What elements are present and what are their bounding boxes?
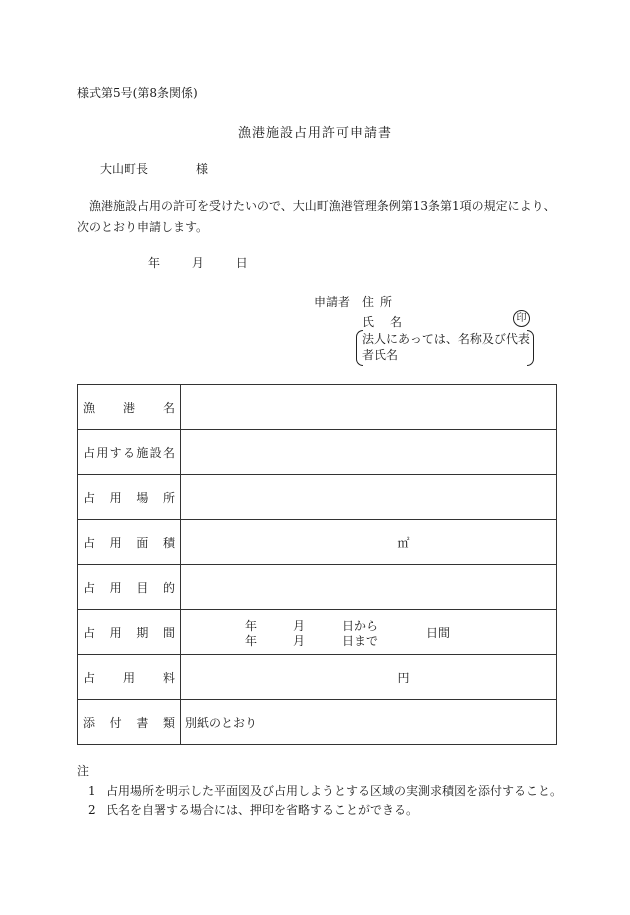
label-char: 所: [162, 490, 175, 505]
date-month: 月: [191, 256, 204, 270]
row-label-attachments: [78, 700, 181, 745]
date-year: 年: [148, 256, 161, 270]
label-char: 付: [109, 715, 122, 730]
label-char: る: [122, 445, 135, 460]
notes-heading: 注: [77, 764, 90, 778]
row-label-text: [83, 669, 175, 686]
corporate-note: [356, 330, 534, 364]
row-label-text: [83, 489, 175, 506]
bracket-right: [527, 330, 534, 366]
note-text: 氏名を自署する場合には、押印を省略することができる。: [106, 803, 419, 817]
label-char: 占: [83, 670, 96, 685]
label-char: 用: [109, 625, 122, 640]
label-char: 期: [136, 625, 149, 640]
period-from-year: 年: [245, 619, 258, 633]
label-char: 名: [162, 400, 175, 415]
table-row: [78, 655, 557, 700]
label-char: 占: [83, 580, 96, 595]
date-day: 日: [235, 256, 248, 270]
period-from-month: 月: [293, 619, 306, 633]
row-label-text: [83, 714, 175, 731]
label-char: 目: [136, 580, 149, 595]
table-row: [78, 430, 557, 475]
applicant-name-label: 氏名: [362, 315, 419, 329]
note-number: 1: [88, 784, 96, 798]
request-statement: 漁港施設占用の許可を受けたいので、大山町漁港管理条例第13条第1項の規定により、次のとおり申請します。: [77, 199, 556, 234]
period-until-month: 月: [293, 634, 306, 648]
label-char: 用: [109, 490, 122, 505]
label-char: 港: [122, 400, 135, 415]
attachments-value: 別紙のとおり: [185, 715, 258, 730]
addressee-honorific: 様: [196, 162, 209, 176]
label-char: 用: [96, 445, 109, 460]
label-char: 類: [162, 715, 175, 730]
table-row: [78, 610, 557, 655]
row-label-fee: [78, 655, 181, 700]
note-item: [88, 782, 562, 799]
row-value-purpose[interactable]: [181, 565, 557, 610]
table-row: [78, 565, 557, 610]
applicant-address-label: 住所: [362, 295, 399, 309]
label-char: 施: [136, 445, 149, 460]
label-char: 漁: [83, 400, 96, 415]
row-value-fishing-port[interactable]: [181, 385, 557, 430]
note-number: 2: [88, 803, 96, 817]
row-label-text: [83, 624, 175, 641]
addressee-name: 大山町長: [100, 162, 149, 176]
row-label-area: [78, 520, 181, 565]
note-text: 占用場所を明示した平面図及び占用しようとする区域の実測求積図を添付すること。: [106, 784, 563, 798]
row-label-text: [83, 399, 175, 416]
period-fields: [181, 610, 556, 654]
label-char: 書: [136, 715, 149, 730]
table-row: [78, 385, 557, 430]
label-char: 面: [136, 535, 149, 550]
applicant-label: 申請者: [314, 295, 351, 309]
note-item: [88, 801, 418, 818]
row-label-text: [83, 444, 175, 461]
row-value-area[interactable]: [181, 520, 557, 565]
area-unit: ㎡: [397, 535, 410, 550]
form-number: 様式第5号(第8条関係): [77, 86, 198, 100]
seal-mark: 印: [513, 310, 530, 327]
label-char: す: [109, 445, 122, 460]
table-row: [78, 475, 557, 520]
label-char: 場: [136, 490, 149, 505]
date-line: [148, 254, 276, 271]
label-char: 間: [162, 625, 175, 640]
label-char: 用: [109, 580, 122, 595]
row-label-location: [78, 475, 181, 520]
row-label-text: [83, 534, 175, 551]
label-char: 占: [83, 490, 96, 505]
label-char: 添: [83, 715, 96, 730]
document-title: 漁港施設占用許可申請書: [237, 126, 392, 141]
label-char: 的: [162, 580, 175, 595]
period-from-day: 日から: [342, 619, 379, 633]
label-char: 積: [162, 535, 175, 550]
row-value-facility-name[interactable]: [181, 430, 557, 475]
label-char: 名: [162, 445, 175, 460]
label-char: 用: [122, 670, 135, 685]
row-label-facility-name: [78, 430, 181, 475]
table-row: [78, 700, 557, 745]
table-row: [78, 520, 557, 565]
label-char: 占: [83, 535, 96, 550]
label-char: 用: [109, 535, 122, 550]
application-table: [77, 384, 557, 745]
row-value-location[interactable]: [181, 475, 557, 520]
corporate-note-text: 法人にあっては、名称及び代表者氏名: [362, 332, 530, 362]
row-value-fee[interactable]: [181, 655, 557, 700]
label-char: 占: [83, 445, 96, 460]
row-label-fishing-port: [78, 385, 181, 430]
label-char: 設: [149, 445, 162, 460]
fee-unit: 円: [397, 670, 410, 685]
row-label-period: [78, 610, 181, 655]
row-label-text: [83, 579, 175, 596]
row-label-purpose: [78, 565, 181, 610]
label-char: 料: [162, 670, 175, 685]
period-days: 日間: [426, 626, 451, 640]
label-char: 占: [83, 625, 96, 640]
addressee: [100, 160, 208, 177]
row-value-attachments[interactable]: [181, 700, 557, 745]
period-until-year: 年: [245, 634, 258, 648]
period-until-day: 日まで: [342, 634, 379, 648]
row-value-period[interactable]: [181, 610, 557, 655]
